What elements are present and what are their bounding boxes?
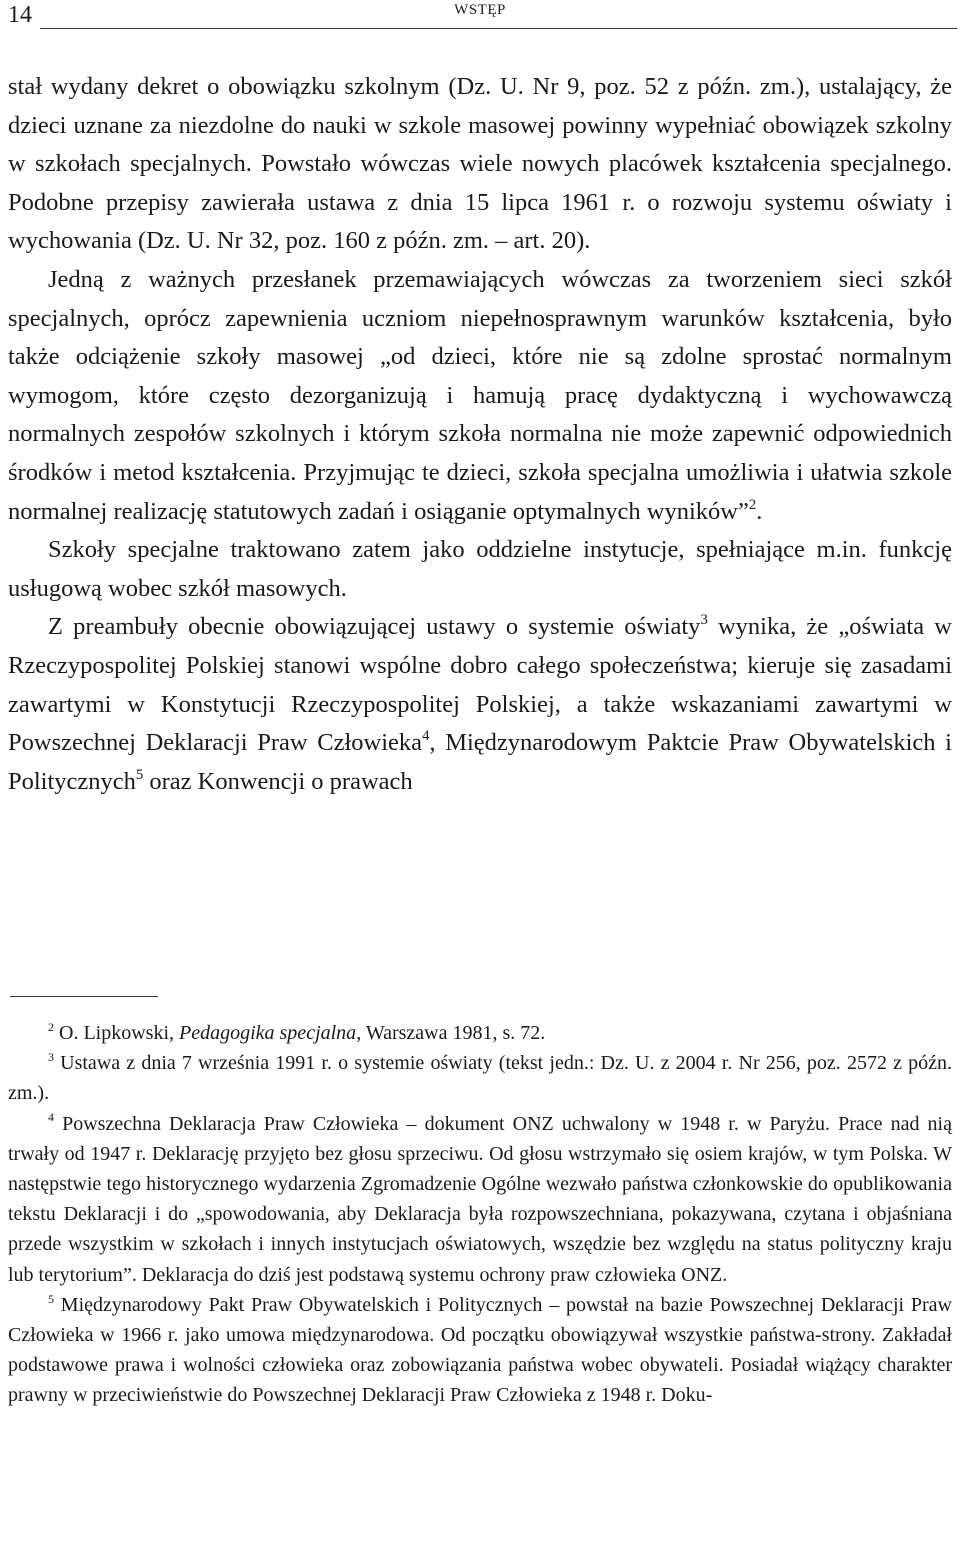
footnote-4 (8, 1109, 952, 1290)
paragraph-1: stał wydany dekret o obowiązku szkolnym (Dz. U. Nr 9, poz. 52 z późn. zm.), ustalający, że dzieci uznane za niezdolne do nauki w szkole masowej powinny wypełniać obowiązek szkolny w szkołach specjalnych. Powstało wówczas wiele nowych placówek kształcenia specjalnego. Podobne przepisy zawierała ustawa z dnia 15 lipca 1961 r. o rozwoju systemu oświaty i wychowania (Dz. U. Nr 32, poz. 160 z późn. zm. – art. 20). (8, 73, 952, 255)
paragraph-4-part-d: oraz Konwencji o prawach (143, 767, 413, 795)
footnote-4-text: Powszechna Deklaracja Praw Człowieka – dokument ONZ uchwalony w 1948 r. w Paryżu. Prace nad nią trwały od 1947 r. Deklarację przyjęto bez głosu sprzeciwu. Od głosu wstrzymało się osiem krajów, w tym Polska. W następstwie tego historycznego wydarzenia Zgromadzenie Ogólne wezwało państwa członkowskie do opublikowania tekstu Deklaracji i do „spowodowania, aby Deklaracja była rozpowszechniana, pokazywana, czytana i objaśniana przede wszystkim w szkołach i innych instytucjach oświatowych, wszędzie bez względu na status polityczny kraju lub terytorium”. Deklaracja do dziś jest podstawą systemu ochrony praw człowieka ONZ. (8, 1112, 952, 1286)
footnote-2-post: , Warszawa 1981, s. 72. (356, 1022, 546, 1044)
footnote-ref-4[interactable]: 4 (422, 728, 430, 745)
page-number: 14 (8, 2, 32, 28)
footnote-ref-2[interactable]: 2 (748, 496, 757, 513)
paragraph-4 (8, 608, 952, 801)
footnotes (8, 1018, 952, 1411)
paragraph-2 (8, 261, 952, 531)
footnote-4-number: 4 (48, 1110, 54, 1125)
footnote-5-number: 5 (48, 1291, 54, 1306)
main-text (8, 68, 952, 801)
footnote-ref-3[interactable]: 3 (700, 612, 708, 629)
paragraph-4-part-c: , Międzynarodowym Paktcie Praw Obywatelskich i Politycznych (8, 729, 952, 795)
paragraph-2-text: Jedną z ważnych przesłanek przemawiających wówczas za tworzeniem sieci szkół specjalnych, oprócz zapewnienia uczniom niepełnosprawnym warunków kształcenia, było także odciążenie szkoły masowej „od dzieci, które nie są zdolne sprostać normalnym wymogom, które często dezorganizują i hamują pracę dydaktyczną i wychowawczą normalnych zespołów szkolnych i którym szkoła normalna nie może zapewnić odpowiednich środków i metod kształcenia. Przyjmując te dzieci, szkoła specjalna umożliwia i ułatwia szkole normalnej realizację statutowych zadań i osiąganie optymalnych wyników” (8, 265, 952, 525)
footnote-2 (8, 1018, 952, 1048)
footnote-2-title: Pedagogika specjalna (179, 1022, 357, 1044)
header-rule (40, 28, 957, 29)
footnote-3-text: Ustawa z dnia 7 września 1991 r. o systemie oświaty (tekst jedn.: Dz. U. z 2004 r. Nr 256, poz. 2572 z późn. zm.). (8, 1052, 952, 1105)
paragraph-3: Szkoły specjalne traktowano zatem jako oddzielne instytucje, spełniające m.in. funkcję usługową wobec szkół masowych. (8, 536, 952, 602)
footnote-2-pre: O. Lipkowski, (54, 1022, 179, 1044)
footnote-2-number: 2 (48, 1019, 54, 1034)
footnote-3-number: 3 (48, 1049, 54, 1064)
paragraph-4-part-a: Z preambuły obecnie obowiązującej ustawy o systemie oświaty (48, 613, 701, 641)
page-header (0, 0, 960, 36)
footnote-3 (8, 1048, 952, 1108)
paragraph-4-part-b: wynika, że „oświata w Rzeczypospolitej Polskiej stanowi wspólne dobro całego społeczeństwa; kieruje się zasadami zawartymi w Konstytucji Rzeczypospolitej Polskiej, a także wskazaniami zawartymi w Powszechnej Deklaracji Praw Człowieka (8, 613, 952, 757)
footnote-5 (8, 1290, 952, 1411)
footnote-5-text: Międzynarodowy Pakt Praw Obywatelskich i Politycznych – powstał na bazie Powszechnej Deklaracji Praw Człowieka w 1966 r. jako umowa międzynarodowa. Od początku obowiązywał wszystkie państwa-strony. Zakładał podstawowe prawa i wolności człowieka oraz zobowiązania państwa wobec obywateli. Posiadał wiążący charakter prawny w przeciwieństwie do Powszechnej Deklaracji Praw Człowieka z 1948 r. Doku- (8, 1293, 952, 1407)
footnote-ref-5[interactable]: 5 (135, 766, 144, 783)
paragraph-2-end: . (756, 497, 763, 525)
footnote-separator (10, 996, 158, 997)
running-head: WSTĘP (454, 2, 506, 18)
